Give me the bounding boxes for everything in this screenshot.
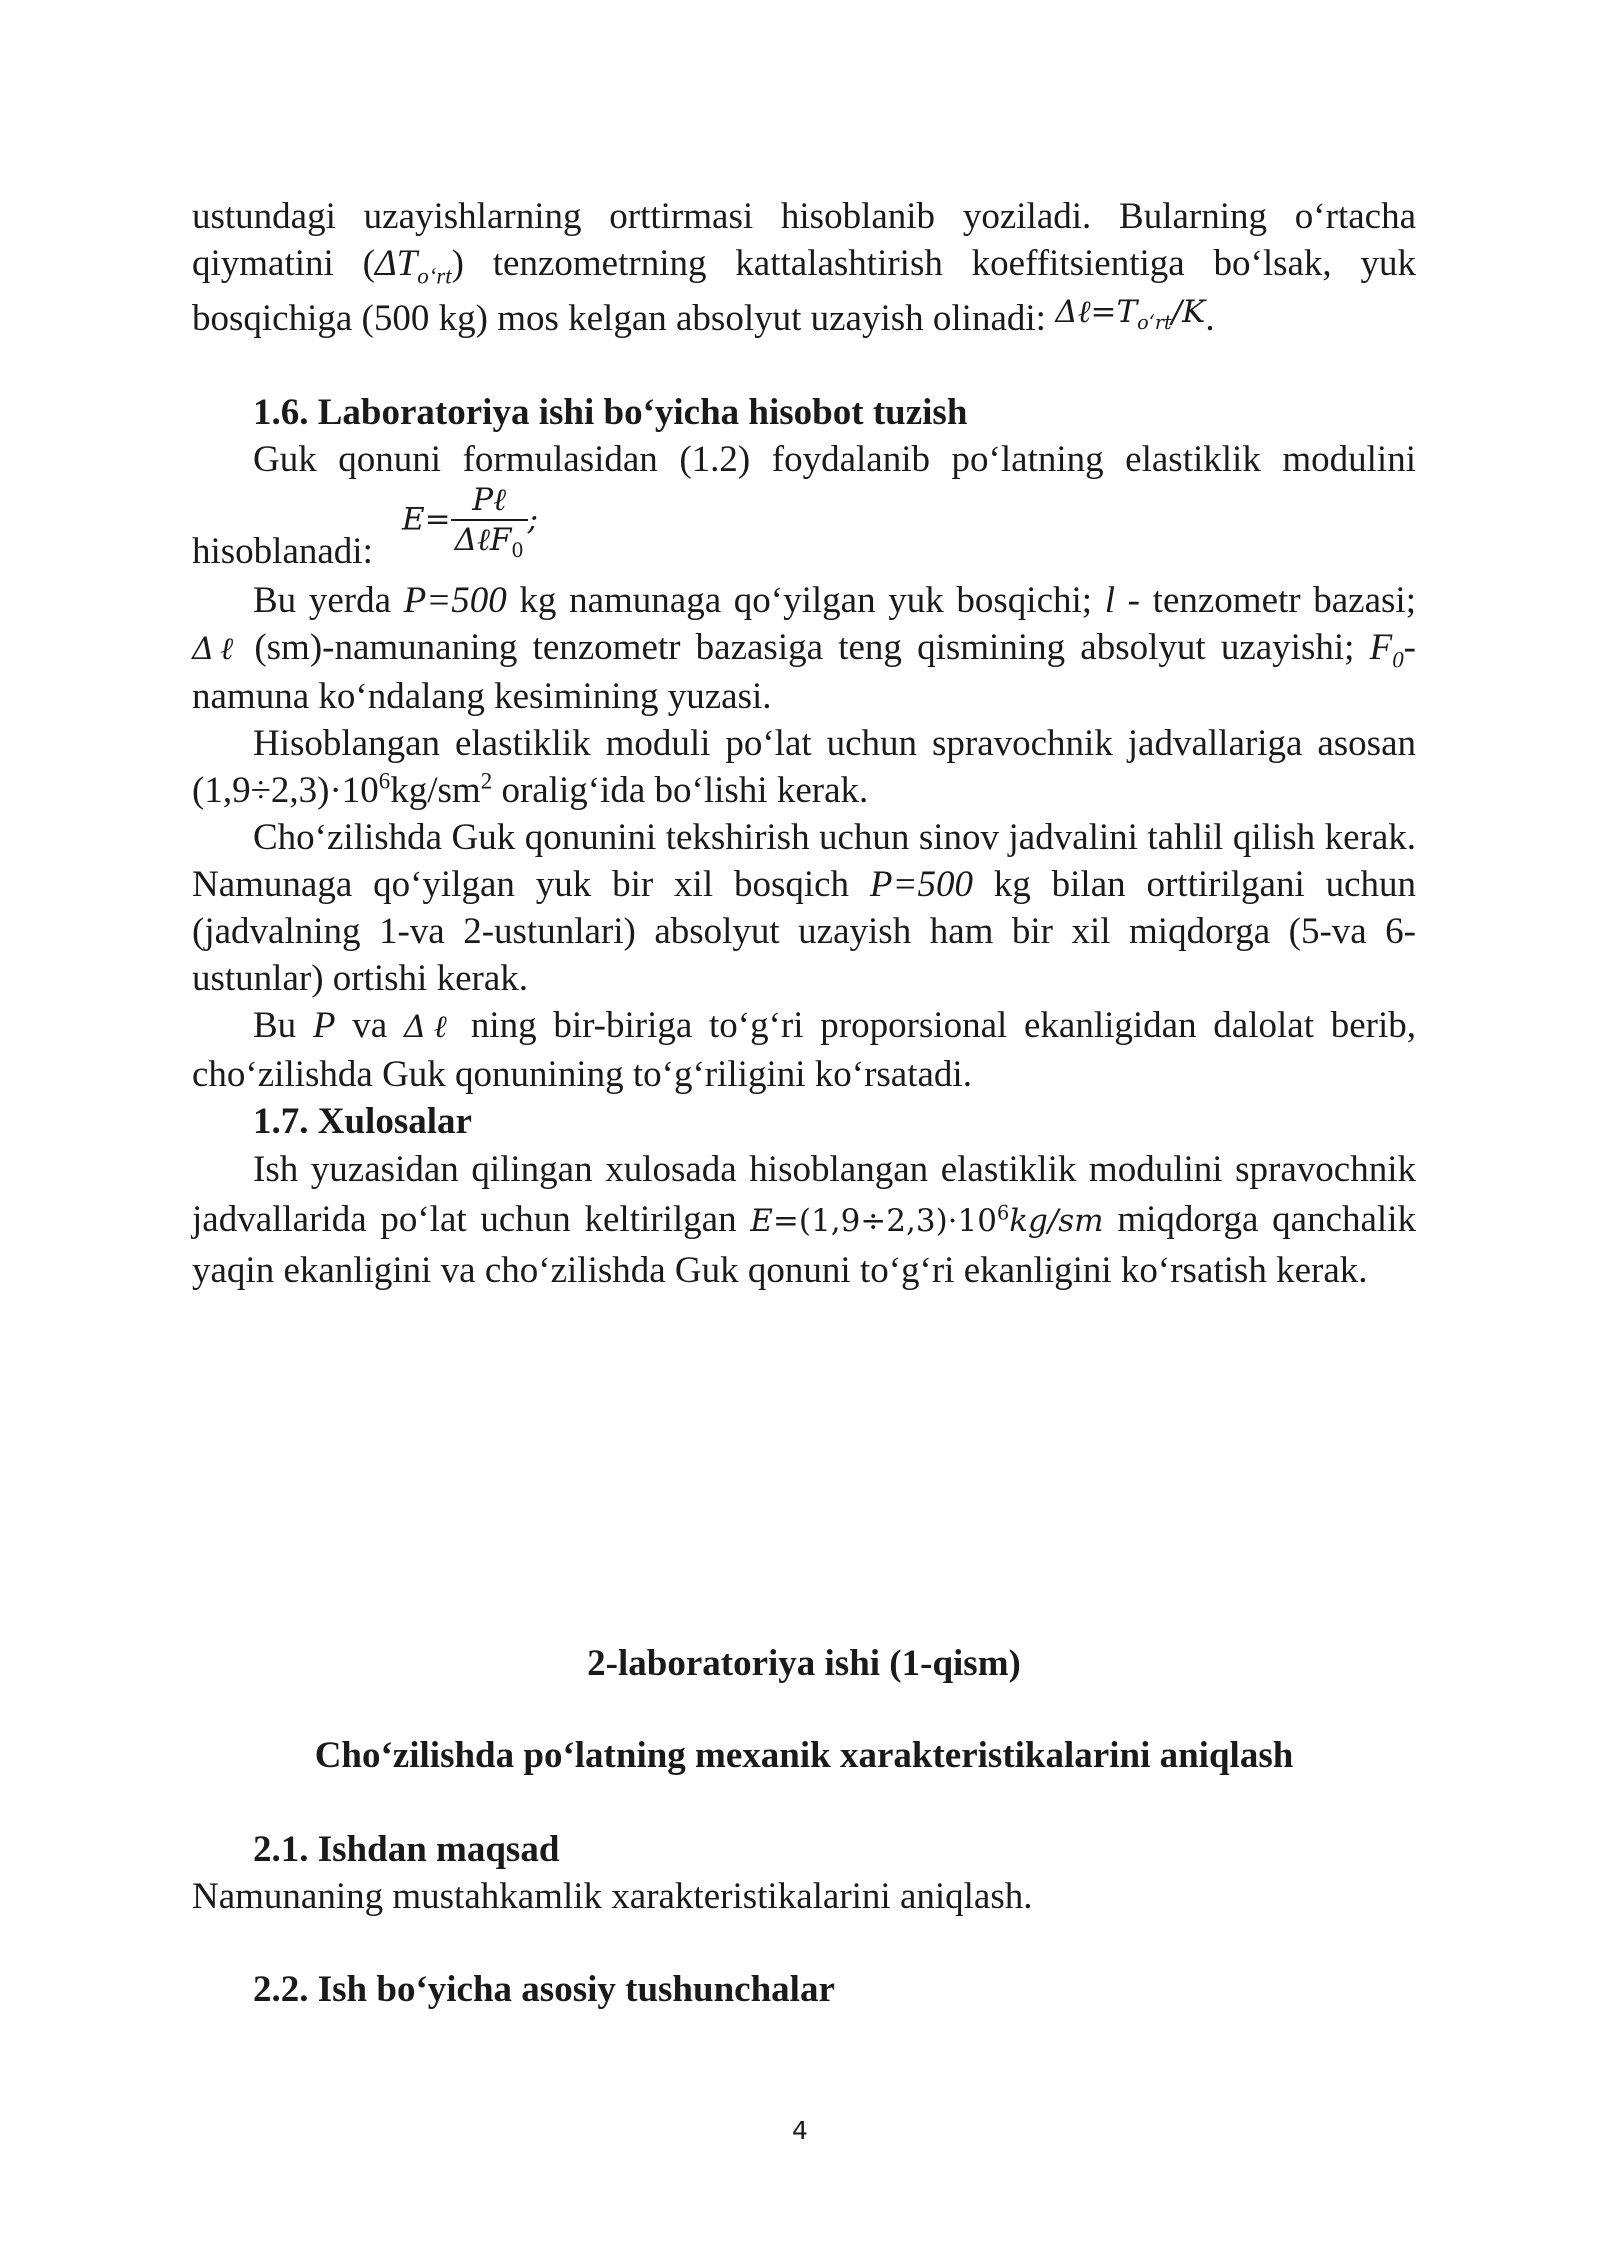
section-1-6 xyxy=(192,389,1416,1098)
section-1-6-definitions: Bu yerda P=500 kg namunaga qo‘yilgan yuk bosqichi; l - tenzometr bazasi; Δℓ (sm)-namunaning tenzometr bazasiga teng qismining absolyut uzayishi; $F_0$-namuna ko‘ndalang kesimining yuzasi. xyxy=(192,580,1416,717)
section-1-6-heading: 1.6. Laboratoriya ishi bo‘yicha hisobot tuzish xyxy=(253,392,968,433)
hisoblanadi-label: hisoblanadi: xyxy=(192,531,373,572)
section-2-2-heading: 2.2. Ish bo‘yicha asosiy tushunchalar xyxy=(253,1969,835,2010)
section-1-6-proportionality: Bu P va Δℓ ning bir-biriga to‘g‘ri proporsional ekanligidan dalolat berib, cho‘zilishda Guk qonunining to‘g‘riligini ko‘rsatadi. xyxy=(192,1005,1416,1095)
intro-line-3: bosqichiga (500 kg) mos kelgan absolyut uzayish olinadi: $^{\Delta\ell=T_{o‘rt}/K}$. xyxy=(192,294,1215,339)
section-2-1-heading: 2.1. Ishdan maqsad xyxy=(253,1829,560,1870)
delta-t-symbol: $\Delta T_{o‘rt}$ xyxy=(374,243,452,289)
section-1-6-reference-range: Hisoblangan elastiklik moduli po‘lat uchun spravochnik jadvallariga asosan $(1,9\div 2,3)\cdot 10^6kg/sm^2$ oralig‘ida bo‘lishi kerak. xyxy=(192,723,1416,811)
modulus-range-formula: $E=(1,9\div 2,3)\cdot 10^6kg/sm$ xyxy=(750,1201,1104,1239)
page-number: 4 xyxy=(792,2116,808,2145)
elastic-modulus-formula: E= $\frac{\text{Pℓ}}{\Delta\ell F_0}$ ; xyxy=(402,482,539,563)
section-1-7-heading: 1.7. Xulosalar xyxy=(253,1101,472,1142)
intro-line-1: ustundagi uzayishlarning orttirmasi hisoblanib yoziladi. Bularning o‘rtacha xyxy=(192,196,1416,237)
lab2-subtitle: Cho‘zilishda po‘latning mexanik xarakteristikalarini aniqlash xyxy=(314,1735,1294,1776)
elastic-modulus-block xyxy=(192,483,1416,577)
section-2-1 xyxy=(192,1826,1416,1920)
section-2-1-text: Namunaning mustahkamlik xarakteristikalarini aniqlash. xyxy=(192,1876,1033,1917)
absolute-elongation-formula: Δℓ=To‘rt/K xyxy=(1055,294,1206,335)
lab2-title: 2-laboratoriya ishi (1-qism) xyxy=(587,1643,1021,1684)
intro-paragraph xyxy=(192,193,1416,344)
section-1-6-table-analysis: Cho‘zilishda Guk qonunini tekshirish uchun sinov jadvalini tahlil qilish kerak. Namunaga qo‘yilgan yuk bir xil bosqich P=500 kg bilan orttirilgani uchun (jadvalning 1-va 2-ustunlari) absolyut uzayish ham bir xil miqdorga (5-va 6-ustunlar) ortishi kerak. xyxy=(192,817,1416,999)
section-2-2 xyxy=(192,1966,1416,2013)
section-1-6-intro: Guk qonuni formulasidan (1.2) foydalanib po‘latning elastiklik modulini xyxy=(253,439,1416,480)
modulus-fraction: $\frac{\text{Pℓ}}{\Delta\ell F_0}$ xyxy=(451,481,528,559)
section-1-7-conclusion: Ish yuzasidan qilingan xulosada hisoblangan elastiklik modulini spravochnik jadvallarida po‘lat uchun keltirilgan $E=(1,9\div 2,3)\cdot 10^6kg/sm$ miqdorga qanchalik yaqin ekanligini va cho‘zilishda Guk qonuni to‘g‘ri ekanligini ko‘rsatish kerak. xyxy=(192,1149,1416,1291)
intro-line-2: qiymatini $(\Delta T_{o‘rt})$ tenzometrning kattalashtirish koeffitsientiga bo‘lsak, yuk xyxy=(192,243,1416,289)
section-1-7 xyxy=(192,1098,1416,1296)
